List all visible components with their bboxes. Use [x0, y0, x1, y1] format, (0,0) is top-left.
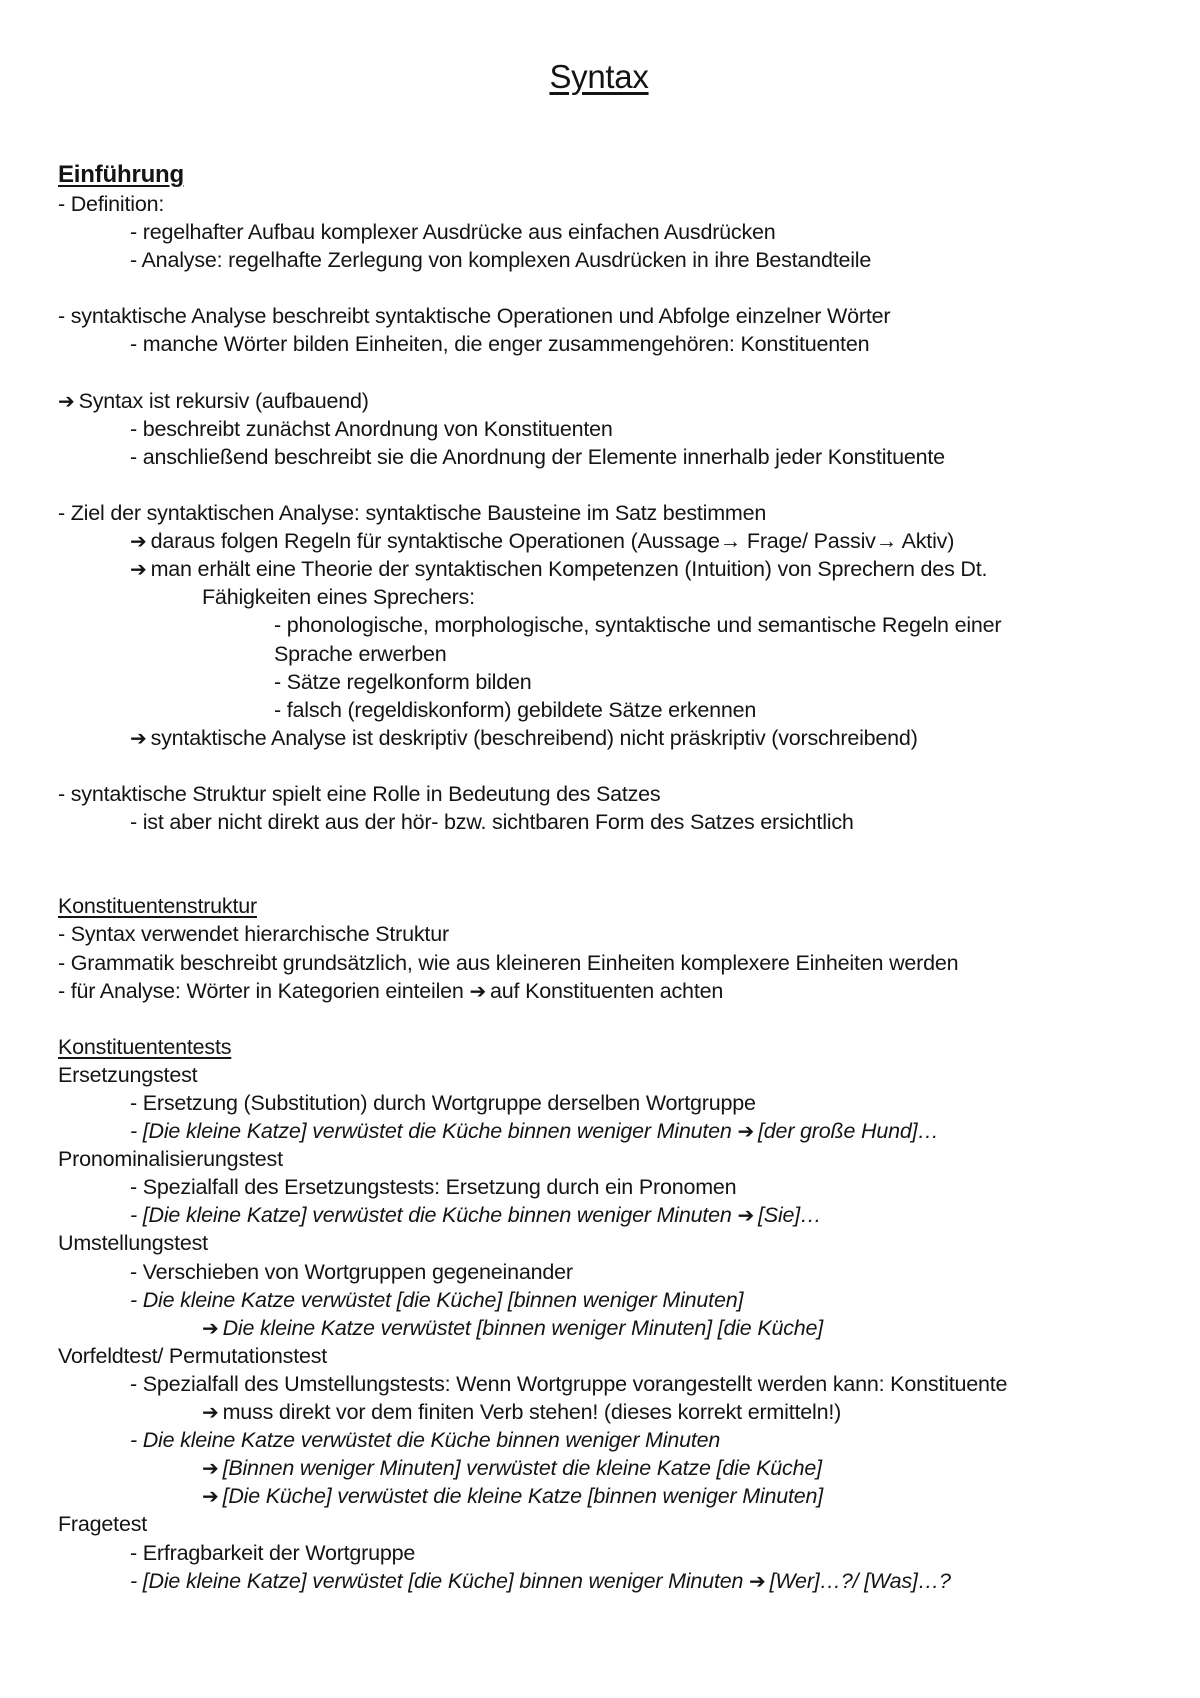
text-line: - Erfragbarkeit der Wortgruppe: [130, 1540, 416, 1565]
example-text: - [Die kleine Katze] verwüstet die Küche binnen weniger Minuten: [130, 1119, 732, 1144]
text-line: - Analyse: regelhafte Zerlegung von komplexen Ausdrücken in ihre Bestandteile: [130, 248, 872, 273]
arrow-icon: ➔: [130, 725, 147, 750]
text-line: - anschließend beschreibt sie die Anordnung der Elemente innerhalb jeder Konstituente: [130, 444, 945, 469]
blank-line: [58, 471, 1140, 499]
line-text: auf Konstituenten achten: [490, 978, 724, 1003]
example-line: [58, 1567, 1140, 1595]
text-line: [58, 555, 1140, 583]
arrow-icon: ➔: [202, 1315, 219, 1340]
example-line: [58, 1314, 1140, 1342]
blank-line: [58, 359, 1140, 387]
text-line: - Definition:: [58, 192, 165, 216]
test-name-ersetzung: Ersetzungstest: [58, 1062, 198, 1087]
test-name-pronominalisierung: Pronominalisierungstest: [58, 1147, 283, 1172]
test-name-umstellung: Umstellungstest: [58, 1231, 208, 1256]
text-line: - beschreibt zunächst Anordnung von Konstituenten: [130, 416, 613, 441]
section-heading-konstituentenstruktur: Konstituentenstruktur: [58, 894, 257, 919]
test-name-vorfeld: Vorfeldtest/ Permutationstest: [58, 1343, 328, 1368]
line-text: muss direkt vor dem finiten Verb stehen! (dieses korrekt ermitteln!): [222, 1400, 842, 1425]
example-text: - [Die kleine Katze] verwüstet die Küche binnen weniger Minuten: [130, 1203, 732, 1228]
text-line: - Verschieben von Wortgruppen gegeneinander: [130, 1259, 573, 1284]
example-line: - Die kleine Katze verwüstet [die Küche] [binnen weniger Minuten]: [130, 1287, 744, 1312]
text-line: [58, 387, 1140, 415]
blank-line: [58, 1005, 1140, 1033]
arrow-icon: ➔: [202, 1456, 219, 1481]
text-line: [58, 724, 1140, 752]
arrow-icon: ➔: [737, 1119, 755, 1144]
text-line: Fähigkeiten eines Sprechers:: [202, 585, 475, 610]
blank-line: [58, 274, 1140, 302]
line-text: daraus folgen Regeln für syntaktische Operationen (Aussage→ Frage/ Passiv→ Aktiv): [150, 529, 955, 554]
text-line: [58, 977, 1140, 1005]
line-text: - für Analyse: Wörter in Kategorien einteilen: [58, 978, 464, 1003]
example-text: - [Die kleine Katze] verwüstet [die Küche] binnen weniger Minuten: [130, 1568, 744, 1593]
arrow-icon: ➔: [749, 1568, 766, 1593]
text-line: - ist aber nicht direkt aus der hör- bzw. sichtbaren Form des Satzes ersichtlich: [130, 810, 854, 835]
example-text: [Sie]…: [758, 1203, 822, 1228]
example-text: [Wer]…?/ [Was]…?: [769, 1568, 951, 1593]
line-text: Syntax ist rekursiv (aufbauend): [78, 388, 369, 413]
text-line: - Ersetzung (Substitution) durch Wortgruppe derselben Wortgruppe: [130, 1091, 756, 1115]
arrow-icon: ➔: [130, 557, 147, 582]
example-line: [58, 1454, 1140, 1482]
example-line: [58, 1482, 1140, 1510]
text-line: - falsch (regeldiskonform) gebildete Sätze erkennen: [274, 697, 757, 722]
text-line: - Grammatik beschreibt grundsätzlich, wie aus kleineren Einheiten komplexere Einheiten werden: [58, 950, 959, 975]
section-heading-konstituententests: Konstituententests: [58, 1034, 232, 1059]
section-heading-einfuehrung: Einführung: [58, 161, 184, 188]
example-text: [der große Hund]…: [758, 1119, 939, 1144]
text-line: - phonologische, morphologische, syntaktische und semantische Regeln einer: [274, 613, 1002, 638]
arrow-icon: ➔: [202, 1484, 219, 1509]
example-text: Die kleine Katze verwüstet [binnen weniger Minuten] [die Küche]: [222, 1315, 824, 1340]
text-line: - regelhafter Aufbau komplexer Ausdrücke aus einfachen Ausdrücken: [130, 220, 776, 245]
text-line: [58, 1398, 1140, 1426]
arrow-icon: ➔: [58, 388, 75, 413]
blank-lines: [58, 836, 1140, 892]
text-line: - Syntax verwendet hierarchische Struktur: [58, 922, 449, 947]
example-text: [Binnen weniger Minuten] verwüstet die kleine Katze [die Küche]: [222, 1456, 822, 1481]
title-container: [58, 58, 1140, 102]
blank-line: [58, 752, 1140, 780]
text-line: - Sätze regelkonform bilden: [274, 669, 532, 694]
line-text: man erhält eine Theorie der syntaktischen Kompetenzen (Intuition) von Sprechern des Dt.: [150, 557, 988, 582]
text-line: - syntaktische Analyse beschreibt syntaktische Operationen und Abfolge einzelner Wörter: [58, 304, 891, 329]
arrow-icon: ➔: [469, 978, 487, 1003]
text-line: - Spezialfall des Umstellungstests: Wenn Wortgruppe vorangestellt werden kann: Konstituente: [130, 1371, 1008, 1396]
text-line: - Spezialfall des Ersetzungstests: Ersetzung durch ein Pronomen: [130, 1175, 737, 1200]
text-line: - Ziel der syntaktischen Analyse: syntaktische Bausteine im Satz bestimmen: [58, 501, 767, 526]
text-line: [58, 527, 1140, 555]
example-line: [58, 1117, 1140, 1145]
page-title: Syntax: [549, 58, 649, 95]
example-line: [58, 1201, 1140, 1229]
line-text: syntaktische Analyse ist deskriptiv (beschreibend) nicht präskriptiv (vorschreibend): [150, 725, 918, 750]
arrow-icon: ➔: [130, 529, 147, 554]
arrow-icon: ➔: [202, 1400, 219, 1425]
example-text: [Die Küche] verwüstet die kleine Katze [binnen weniger Minuten]: [222, 1484, 824, 1509]
example-line: - Die kleine Katze verwüstet die Küche binnen weniger Minuten: [130, 1428, 721, 1453]
text-line: - syntaktische Struktur spielt eine Rolle in Bedeutung des Satzes: [58, 781, 661, 806]
text-line: Sprache erwerben: [274, 641, 447, 666]
arrow-icon: ➔: [737, 1203, 755, 1228]
test-name-frage: Fragetest: [58, 1512, 148, 1537]
text-line: - manche Wörter bilden Einheiten, die enger zusammengehören: Konstituenten: [130, 332, 870, 357]
